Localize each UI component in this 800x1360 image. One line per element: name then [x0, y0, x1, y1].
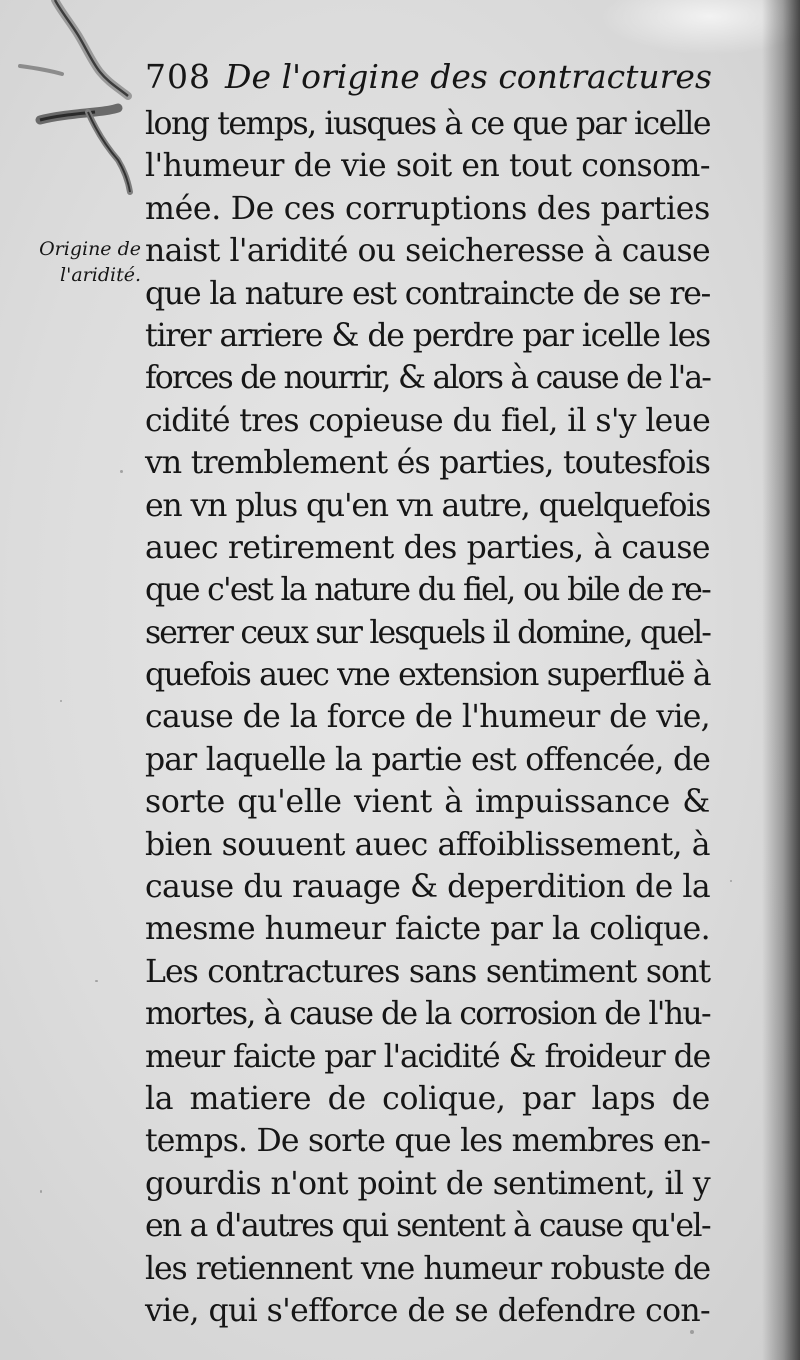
text-line: la matiere de colique, par laps de [145, 1080, 710, 1117]
text-line: mesme humeur faicte par la colique. [145, 911, 710, 948]
text-line: meur faicte par l'acidité & froideur de [145, 1038, 710, 1075]
text-line: serrer ceux sur lesquels il domine, quel- [145, 614, 710, 651]
text-line: bien souuent auec affoiblissement, à [145, 826, 710, 863]
paper-fleck [690, 1330, 694, 1334]
text-line: tirer arriere & de perdre par icelle les [145, 317, 710, 354]
running-header [145, 52, 712, 102]
text-line: cause du rauage & deperdition de la [145, 869, 710, 906]
paper-fleck [60, 700, 62, 702]
text-line: temps. De sorte que les membres en- [145, 1123, 710, 1160]
text-line: vn tremblement és parties, toutesfois [145, 445, 710, 482]
page-number: 708 [145, 57, 211, 96]
text-line: sorte qu'elle vient à impuissance & [145, 784, 710, 821]
paper-fleck [730, 880, 732, 882]
margin-note-line: Origine de [39, 238, 141, 260]
paper-fleck [40, 1190, 42, 1193]
margin-note [6, 236, 141, 288]
text-line: l'humeur de vie soit en tout consom- [145, 148, 710, 185]
body-text [145, 103, 710, 1332]
paper-fleck [120, 470, 123, 473]
text-line: mée. De ces corruptions des parties [145, 190, 710, 227]
margin-note-line: l'aridité. [60, 264, 141, 286]
text-line: Les contractures sans sentiment sont [145, 953, 710, 990]
text-line: cause de la force de l'humeur de vie, [145, 699, 710, 736]
text-line: par laquelle la partie est offencée, de [145, 741, 710, 778]
running-title: De l'origine des contractures [225, 57, 712, 96]
root-drawing-decoration [0, 0, 150, 200]
text-line: forces de nourrir, & alors à cause de l'a- [145, 360, 710, 397]
text-line: vie, qui s'efforce de se defendre con- [145, 1292, 710, 1329]
text-line: que c'est la nature du fiel, ou bile de re- [145, 572, 710, 609]
text-line: en a d'autres qui sentent à cause qu'el- [145, 1208, 710, 1245]
page-gutter-shadow [762, 0, 800, 1360]
text-line: mortes, à cause de la corrosion de l'hu- [145, 996, 710, 1033]
text-line: les retiennent vne humeur robuste de [145, 1250, 710, 1287]
text-line: en vn plus qu'en vn autre, quelquefois [145, 487, 710, 524]
text-line: auec retirement des parties, à cause [145, 529, 710, 566]
text-line: long temps, iusques à ce que par icelle [145, 106, 710, 142]
text-line: quefois auec vne extension superfluë à [145, 657, 710, 694]
text-line: que la nature est contraincte de se re- [145, 275, 710, 312]
text-line: gourdis n'ont point de sentiment, il y [145, 1165, 710, 1202]
text-line: cidité tres copieuse du fiel, il s'y leue [145, 402, 710, 439]
paper-fleck [95, 980, 98, 982]
text-line: naist l'aridité ou seicheresse à cause [145, 233, 710, 270]
